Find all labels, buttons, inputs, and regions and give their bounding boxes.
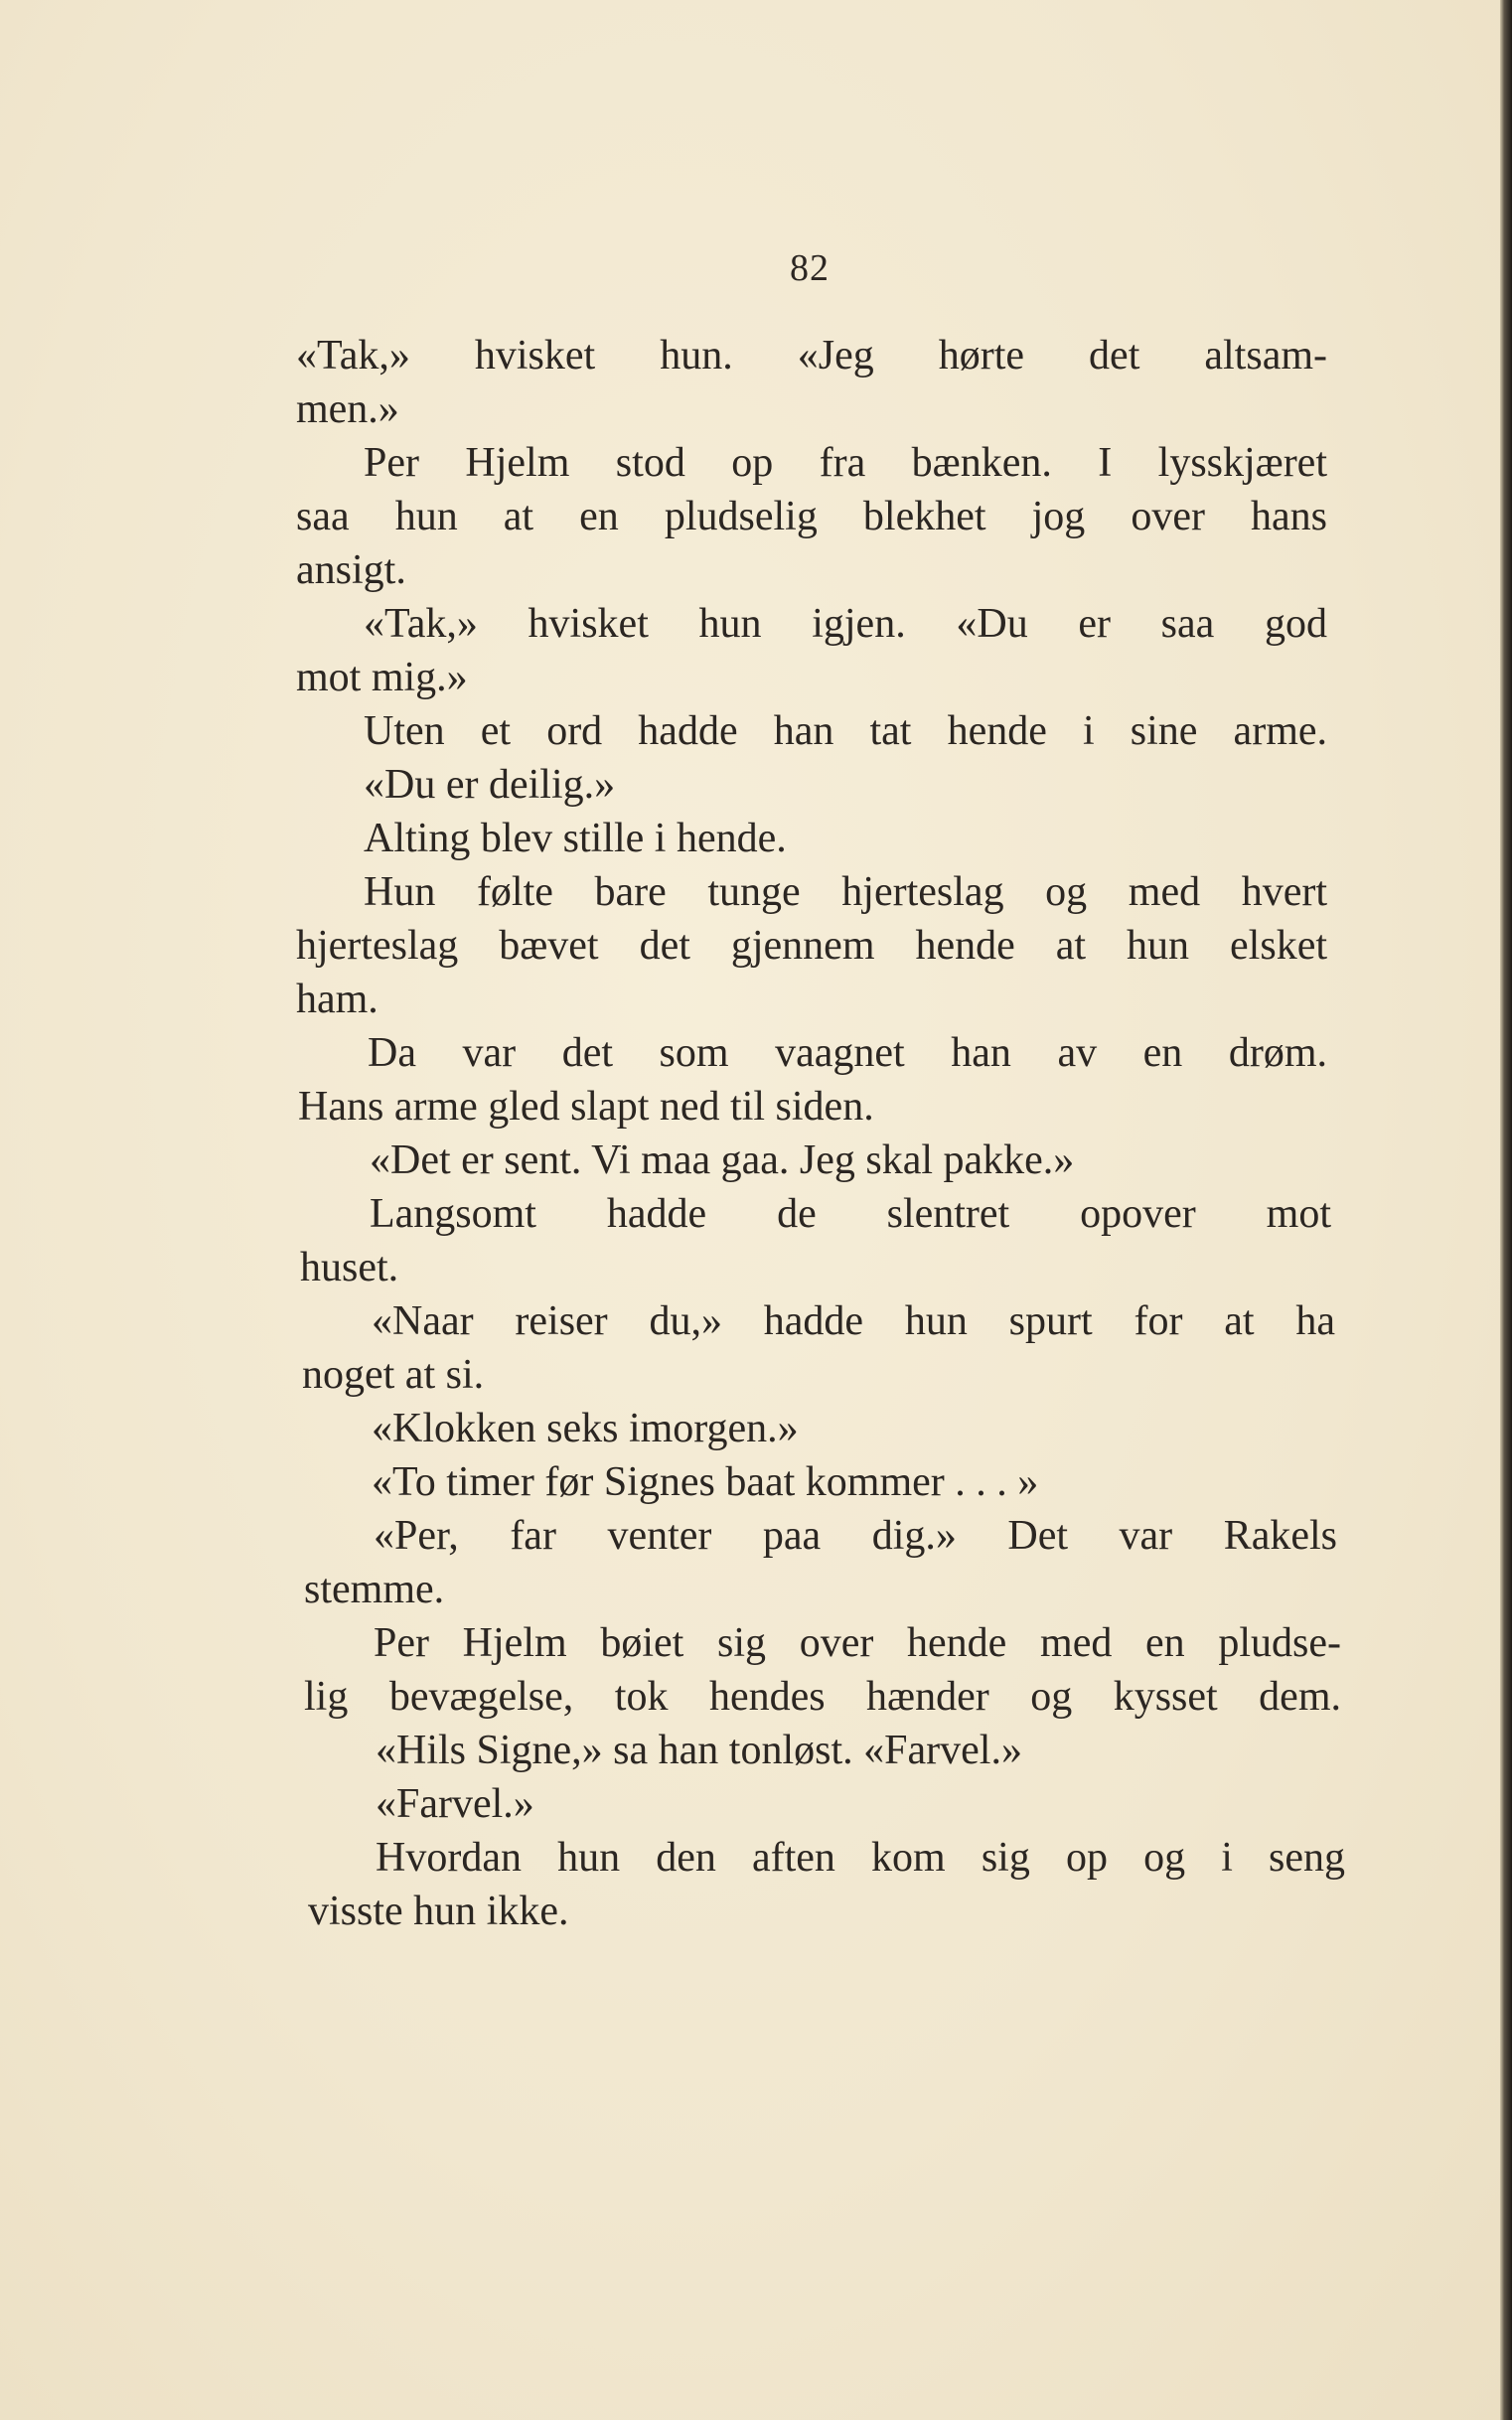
page-edge xyxy=(1500,0,1512,2420)
text-line: ansigt. xyxy=(296,547,406,593)
text-line: «Det er sent. Vi maa gaa. Jeg skal pakke.» xyxy=(370,1137,1075,1183)
text-line: hjerteslag bævet det gjennem hende at hun elsket xyxy=(296,923,1327,969)
text-line: Uten et ord hadde han tat hende i sine arme. xyxy=(364,708,1327,754)
text-line: Hvordan hun den aften kom sig op og i seng xyxy=(376,1835,1345,1881)
text-line: «Tak,» hvisket hun igjen. «Du er saa god xyxy=(364,601,1327,647)
text-line: «Farvel.» xyxy=(376,1781,534,1827)
text-line: stemme. xyxy=(304,1567,445,1612)
text-line: Per Hjelm stod op fra bænken. I lysskjæret xyxy=(364,440,1327,486)
text-line: huset. xyxy=(300,1245,399,1290)
text-line: noget at si. xyxy=(302,1352,485,1398)
text-line: Per Hjelm bøiet sig over hende med en pludse- xyxy=(374,1620,1341,1666)
page-number: 82 xyxy=(790,247,830,289)
text-line: «Du er deilig.» xyxy=(364,762,616,808)
text-line: Alting blev stille i hende. xyxy=(364,816,787,861)
text-line: ham. xyxy=(296,977,378,1022)
text-line: Da var det som vaagnet han av en drøm. xyxy=(368,1030,1327,1076)
text-line: «Klokken seks imorgen.» xyxy=(372,1406,799,1451)
text-line: visste hun ikke. xyxy=(308,1889,569,1934)
text-line: lig bevægelse, tok hendes hænder og kysset dem. xyxy=(304,1674,1341,1720)
text-line: Hun følte bare tunge hjerteslag og med hvert xyxy=(364,869,1327,915)
text-line: «Per, far venter paa dig.» Det var Rakels xyxy=(374,1513,1337,1559)
text-line: men.» xyxy=(296,386,399,432)
text-line: «To timer før Signes baat kommer . . . » xyxy=(372,1459,1039,1505)
text-line: Langsomt hadde de slentret opover mot xyxy=(370,1191,1331,1237)
text-line: saa hun at en pludselig blekhet jog over hans xyxy=(296,494,1327,539)
text-line: Hans arme gled slapt ned til siden. xyxy=(298,1084,874,1130)
text-line: mot mig.» xyxy=(296,655,468,700)
text-line: «Naar reiser du,» hadde hun spurt for at ha xyxy=(372,1298,1335,1344)
text-line: «Hils Signe,» sa han tonløst. «Farvel.» xyxy=(376,1728,1022,1773)
text-line: «Tak,» hvisket hun. «Jeg hørte det altsam- xyxy=(296,333,1327,378)
